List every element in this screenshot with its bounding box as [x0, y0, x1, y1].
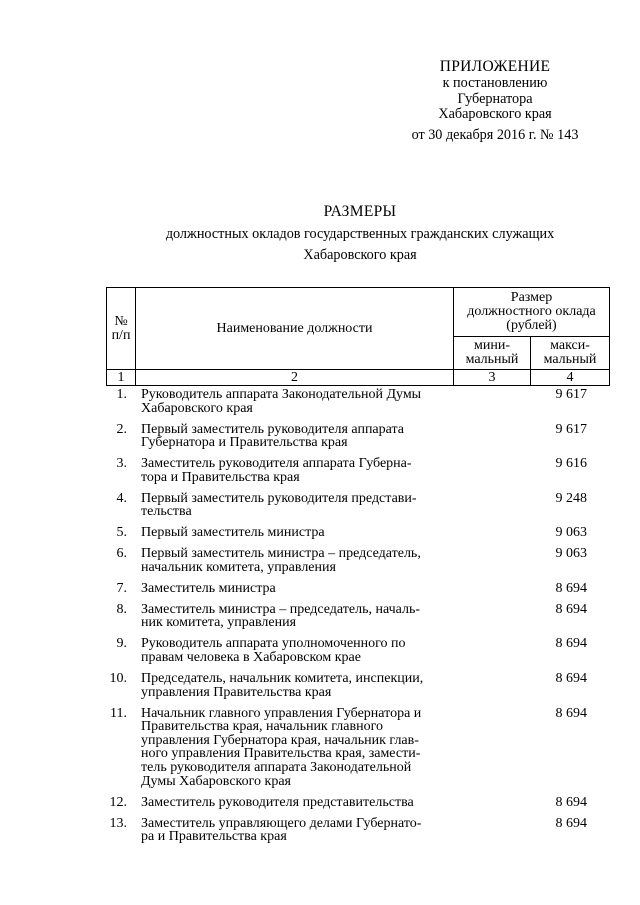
salary-min	[453, 492, 530, 527]
salary-min	[453, 582, 530, 603]
row-number: 9.	[116, 636, 127, 652]
position-name-line: Заместитель руководителя представительства	[141, 794, 414, 810]
row-number: 10.	[109, 671, 127, 687]
document-title: РАЗМЕРЫ	[323, 203, 397, 220]
salary-min	[453, 817, 530, 852]
row-number: 13.	[109, 815, 127, 831]
position-name	[135, 707, 453, 796]
appendix-line-2: Губернатора	[457, 90, 533, 107]
position-name	[135, 796, 453, 817]
position-name	[135, 817, 453, 852]
appendix-block	[395, 58, 595, 143]
header-salary-size-cell	[454, 288, 610, 337]
header-num-line-1: №	[114, 313, 128, 329]
row-number: 8.	[116, 601, 127, 617]
position-name	[135, 672, 453, 707]
position-name-line: управления Губернатора края, начальник глав-	[141, 732, 419, 748]
position-name	[135, 492, 453, 527]
salary-min	[453, 423, 530, 458]
salary-table-body	[106, 388, 609, 851]
header-position-cell	[136, 288, 454, 370]
position-name	[135, 388, 453, 423]
table-row	[106, 457, 609, 492]
salary-max: 9 063	[555, 525, 587, 541]
header-min-cell	[454, 337, 531, 370]
row-number: 4.	[116, 490, 127, 506]
row-number: 3.	[116, 456, 127, 472]
salary-max: 8 694	[555, 601, 587, 617]
header-min-line-1: мини-	[474, 338, 510, 353]
salary-max: 9 063	[555, 546, 587, 562]
appendix-date: от 30 декабря 2016 г. № 143	[411, 126, 579, 143]
header-size-line-2: должностного оклада	[467, 304, 596, 319]
salary-min	[453, 637, 530, 672]
header-max-line-2: мальный	[543, 352, 597, 367]
position-name-line: Первый заместитель министра	[141, 525, 325, 541]
salary-min	[453, 707, 530, 796]
column-number-2: 2	[136, 370, 454, 386]
position-name-line: Заместитель управляющего делами Губернато-	[141, 815, 422, 831]
row-number: 12.	[109, 794, 127, 810]
header-num-cell	[107, 288, 136, 370]
position-name-line: Первый заместитель министра – председатель,	[141, 546, 421, 562]
row-number: 6.	[116, 546, 127, 562]
header-size-line-1: Размер	[510, 290, 553, 305]
salary-max: 9 616	[555, 456, 587, 472]
position-name-line: тель руководителя аппарата Законодательной	[141, 759, 412, 775]
salary-min	[453, 603, 530, 638]
header-max-cell	[531, 337, 610, 370]
position-name-line: начальник комитета, управления	[141, 559, 336, 575]
position-name	[135, 457, 453, 492]
salary-max: 8 694	[555, 705, 587, 721]
position-name-line: Заместитель руководителя аппарата Губерна-	[141, 456, 412, 472]
table-row	[106, 492, 609, 527]
appendix-line-1: к постановлению	[442, 75, 548, 91]
salary-max: 8 694	[555, 794, 587, 810]
position-name-line: ник комитета, управления	[141, 615, 297, 631]
position-name-line: Руководитель аппарата уполномоченного по	[141, 636, 406, 652]
salary-max: 9 617	[555, 421, 587, 437]
appendix-line-3: Хабаровского края	[438, 106, 552, 122]
row-number: 5.	[116, 525, 127, 541]
position-name-line: Председатель, начальник комитета, инспекции,	[141, 671, 424, 687]
table-row	[106, 817, 609, 852]
column-number-3: 3	[454, 370, 531, 386]
header-max-line-1: макси-	[550, 338, 590, 353]
position-name-line: тельства	[141, 504, 192, 520]
position-name	[135, 526, 453, 547]
table-row	[106, 707, 609, 796]
table-row	[106, 388, 609, 423]
appendix-title: ПРИЛОЖЕНИЕ	[439, 58, 551, 75]
salary-min	[453, 672, 530, 707]
document-subtitle-line-1: должностных окладов государственных гражданских служащих	[165, 226, 555, 242]
salary-max: 8 694	[555, 580, 587, 596]
salary-max: 9 617	[555, 387, 587, 402]
row-number: 1.	[116, 387, 127, 402]
position-name	[135, 603, 453, 638]
position-name-line: Губернатора и Правительства края	[141, 435, 348, 451]
salary-max: 9 248	[555, 490, 587, 506]
position-name-line: Первый заместитель руководителя представи-	[141, 490, 417, 506]
table-row	[106, 423, 609, 458]
row-number: 2.	[116, 421, 127, 437]
position-name	[135, 423, 453, 458]
position-name-line: ра и Правительства края	[141, 829, 287, 845]
row-number: 7.	[116, 580, 127, 596]
position-name-line: Руководитель аппарата Законодательной Думы	[141, 387, 422, 402]
table-row	[106, 582, 609, 603]
header-num-line-2: п/п	[111, 327, 131, 343]
salary-min	[453, 388, 530, 423]
salary-min	[453, 796, 530, 817]
position-name-line: тора и Правительства края	[141, 469, 300, 485]
row-number: 11.	[110, 705, 127, 721]
table-row	[106, 672, 609, 707]
position-name-line: Начальник главного управления Губернатора и	[141, 705, 422, 721]
salary-min	[453, 457, 530, 492]
position-name-line: Первый заместитель руководителя аппарата	[141, 421, 404, 437]
salary-max: 8 694	[555, 636, 587, 652]
table-row	[106, 603, 609, 638]
salary-max: 8 694	[555, 815, 587, 831]
table-row	[106, 637, 609, 672]
position-name	[135, 582, 453, 603]
document-subtitle-line-2: Хабаровского края	[303, 247, 417, 263]
position-name-line: ного управления Правительства края, замести-	[141, 746, 421, 762]
position-name-line: Хабаровского края	[141, 400, 253, 416]
position-name-line: Правительства края, начальник главного	[141, 719, 383, 735]
position-name-line: Думы Хабаровского края	[141, 773, 291, 789]
column-number-4: 4	[531, 370, 610, 386]
header-size-line-3: (рублей)	[506, 318, 557, 333]
table-row	[106, 796, 609, 817]
salary-min	[453, 547, 530, 582]
salary-table-header	[106, 287, 610, 386]
position-name	[135, 547, 453, 582]
position-name-line: управления Правительства края	[141, 684, 332, 700]
table-row	[106, 526, 609, 547]
position-name-line: правам человека в Хабаровском крае	[141, 650, 361, 666]
salary-max: 8 694	[555, 671, 587, 687]
document-heading	[100, 203, 620, 263]
position-name	[135, 637, 453, 672]
salary-min	[453, 526, 530, 547]
position-name-line: Заместитель министра	[141, 580, 276, 596]
position-name-line: Заместитель министра – председатель, началь-	[141, 601, 421, 617]
header-position: Наименование должности	[216, 320, 373, 336]
column-number-1: 1	[107, 370, 136, 386]
salary-table-rows	[106, 388, 609, 851]
header-min-line-2: мальный	[465, 352, 519, 367]
table-row	[106, 547, 609, 582]
